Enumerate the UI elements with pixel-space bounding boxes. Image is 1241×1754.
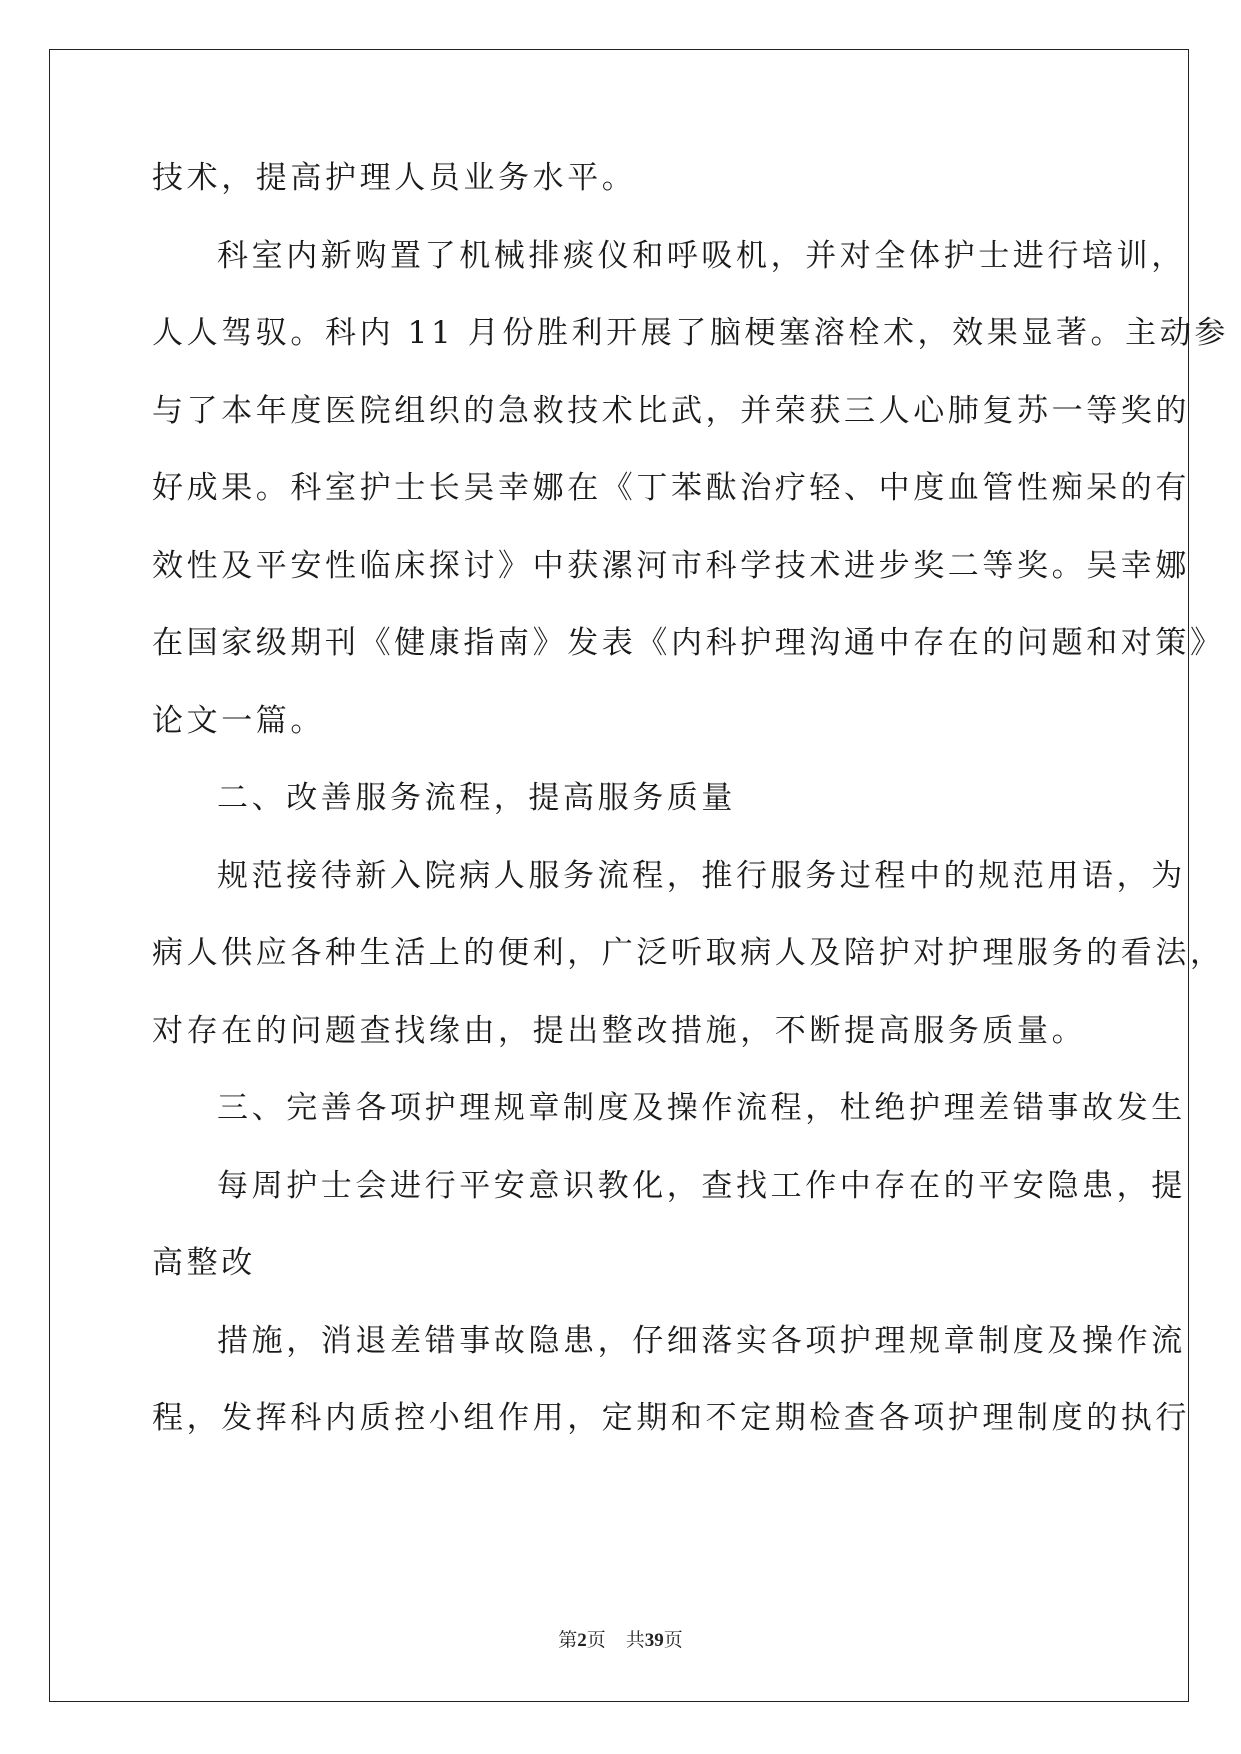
paragraph-line: 措施，消退差错事故隐患，仔细落实各项护理规章制度及操作流 bbox=[217, 1322, 1186, 1359]
paragraph-line: 与了本年度医院组织的急救技术比武，并荣获三人心肺复苏一等奖的 bbox=[152, 392, 1190, 429]
page-footer bbox=[0, 1628, 1241, 1653]
section-heading-2: 二、改善服务流程，提高服务质量 bbox=[217, 780, 736, 816]
paragraph-line: 在国家级期刊《健康指南》发表《内科护理沟通中存在的问题和对策》 bbox=[152, 625, 1225, 661]
section-heading-3: 三、完善各项护理规章制度及操作流程，杜绝护理差错事故发生 bbox=[217, 1090, 1186, 1126]
page-prefix: 第 bbox=[558, 1629, 578, 1651]
document-body bbox=[152, 158, 1229, 1476]
total-suffix: 页 bbox=[663, 1629, 683, 1651]
total-pages-number: 39 bbox=[644, 1630, 664, 1651]
current-page-number: 2 bbox=[577, 1630, 587, 1651]
paragraph-line: 技术，提高护理人员业务水平。 bbox=[152, 160, 637, 196]
paragraph-line: 科室内新购置了机械排痰仪和呼吸机，并对全体护士进行培训， bbox=[217, 237, 1186, 274]
paragraph-line: 每周护士会进行平安意识教化，查找工作中存在的平安隐患，提 bbox=[217, 1167, 1186, 1204]
page-suffix: 页 bbox=[586, 1629, 606, 1651]
paragraph-line: 病人供应各种生活上的便利，广泛听取病人及陪护对护理服务的看法， bbox=[152, 935, 1225, 971]
paragraph-line: 规范接待新入院病人服务流程，推行服务过程中的规范用语，为 bbox=[217, 857, 1186, 894]
total-prefix: 共 bbox=[625, 1629, 645, 1651]
paragraph-line: 程，发挥科内质控小组作用，定期和不定期检查各项护理制度的执行 bbox=[152, 1400, 1190, 1436]
paragraph-line: 对存在的问题查找缘由，提出整改措施，不断提高服务质量。 bbox=[152, 1012, 1087, 1049]
paragraph-line: 高整改 bbox=[152, 1245, 256, 1281]
paragraph-line: 人人驾驭。科内 11 月份胜利开展了脑梗塞溶栓术，效果显著。主动参 bbox=[152, 315, 1229, 351]
paragraph-line: 论文一篇。 bbox=[152, 702, 325, 739]
paragraph-line: 好成果。科室护士长吴幸娜在《丁苯酞治疗轻、中度血管性痴呆的有 bbox=[152, 470, 1190, 506]
paragraph-line: 效性及平安性临床探讨》中获漯河市科学技术进步奖二等奖。吴幸娜 bbox=[152, 547, 1190, 584]
